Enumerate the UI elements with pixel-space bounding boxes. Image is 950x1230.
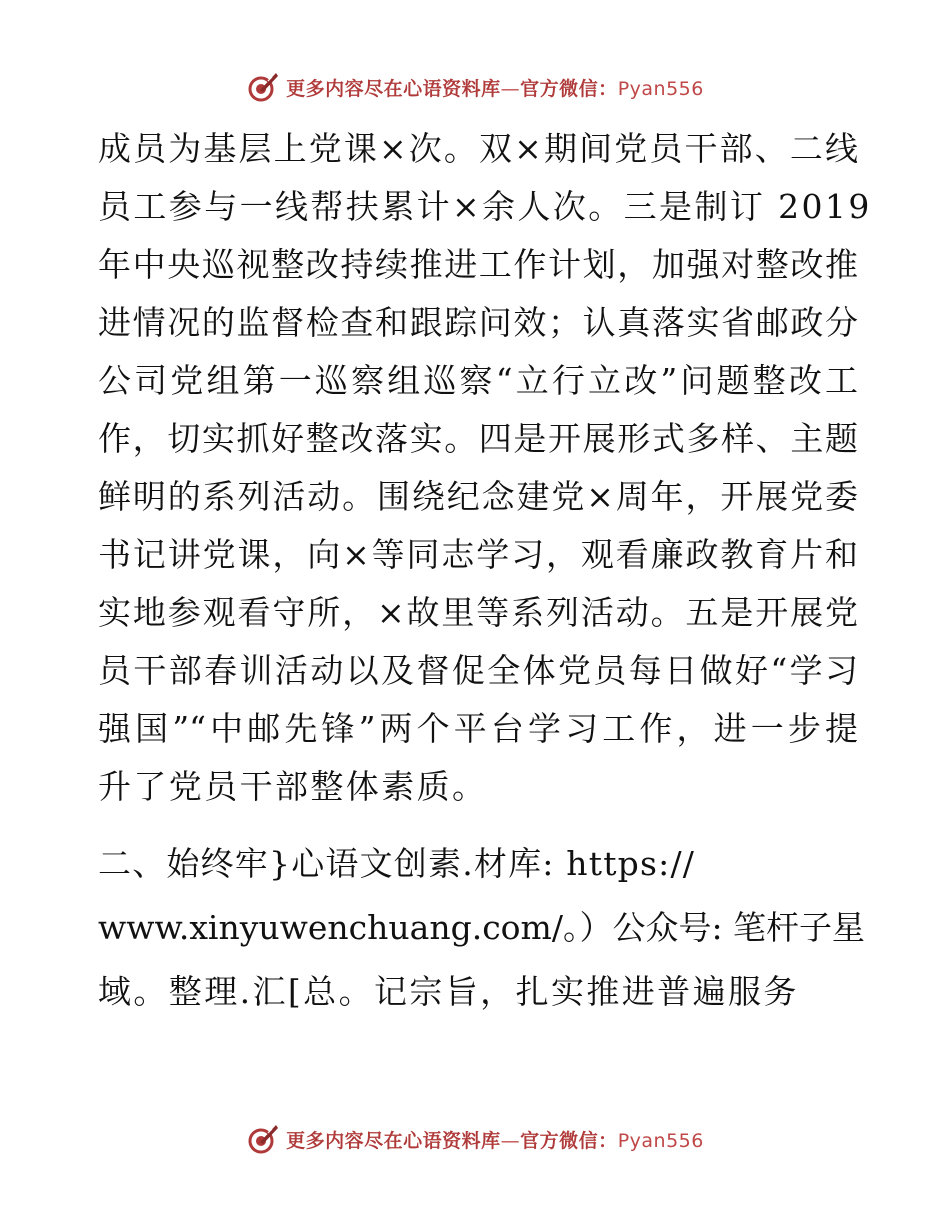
text-line: 作，切实抓好整改落实。四是开展形式多样、主题 bbox=[98, 419, 858, 458]
text-line: 强国”“中邮先锋”两个平台学习工作，进一步提 bbox=[98, 709, 858, 748]
header-watermark bbox=[0, 70, 950, 104]
watermark-title: 更多内容尽在心语资料库 bbox=[286, 1129, 501, 1152]
watermark-text bbox=[286, 1126, 704, 1153]
watermark-separator: — bbox=[500, 1129, 521, 1152]
watermark-wechat-id: Pyan556 bbox=[617, 1129, 704, 1152]
document-body bbox=[98, 120, 872, 1024]
text-line: 升了党员干部整体素质。 bbox=[98, 767, 488, 806]
text-line: 公司党组第一巡察组巡察“立行立改”问题整改工 bbox=[98, 361, 858, 400]
text-line: 员工参与一线帮扶累计×余人次。三是制订 2019 bbox=[98, 187, 872, 226]
watermark-title: 更多内容尽在心语资料库 bbox=[286, 77, 501, 100]
watermark-wechat-label: 官方微信： bbox=[520, 1129, 618, 1152]
quill-logo-icon bbox=[246, 1122, 280, 1156]
footer-watermark bbox=[0, 1122, 950, 1156]
watermark-separator: — bbox=[500, 77, 521, 100]
text-line: 进情况的监督检查和跟踪问效；认真落实省邮政分 bbox=[98, 303, 858, 342]
quill-logo-icon bbox=[246, 70, 280, 104]
paragraph-2 bbox=[98, 832, 866, 1024]
text-line: www.xinyuwenchuang.com/。）公众号: 笔杆子星 bbox=[98, 908, 866, 947]
text-line: 员干部春训活动以及督促全体党员每日做好“学习 bbox=[98, 651, 858, 690]
text-line: 二、始终牢}心语文创素.材库: https:// bbox=[98, 844, 696, 883]
text-line: 年中央巡视整改持续推进工作计划，加强对整改推 bbox=[98, 245, 858, 284]
text-line: 书记讲党课，向×等同志学习，观看廉政教育片和 bbox=[98, 535, 858, 574]
text-line: 域。整理.汇[总。记宗旨，扎实推进普遍服务 bbox=[98, 972, 799, 1011]
text-line: 成员为基层上党课×次。双×期间党员干部、二线 bbox=[98, 129, 858, 168]
watermark-wechat-label: 官方微信： bbox=[520, 77, 618, 100]
text-line: 实地参观看守所，×故里等系列活动。五是开展党 bbox=[98, 593, 858, 632]
watermark-text bbox=[286, 74, 704, 101]
watermark-wechat-id: Pyan556 bbox=[617, 77, 704, 100]
text-line: 鲜明的系列活动。围绕纪念建党×周年，开展党委 bbox=[98, 477, 858, 516]
paragraph-1 bbox=[98, 120, 872, 816]
